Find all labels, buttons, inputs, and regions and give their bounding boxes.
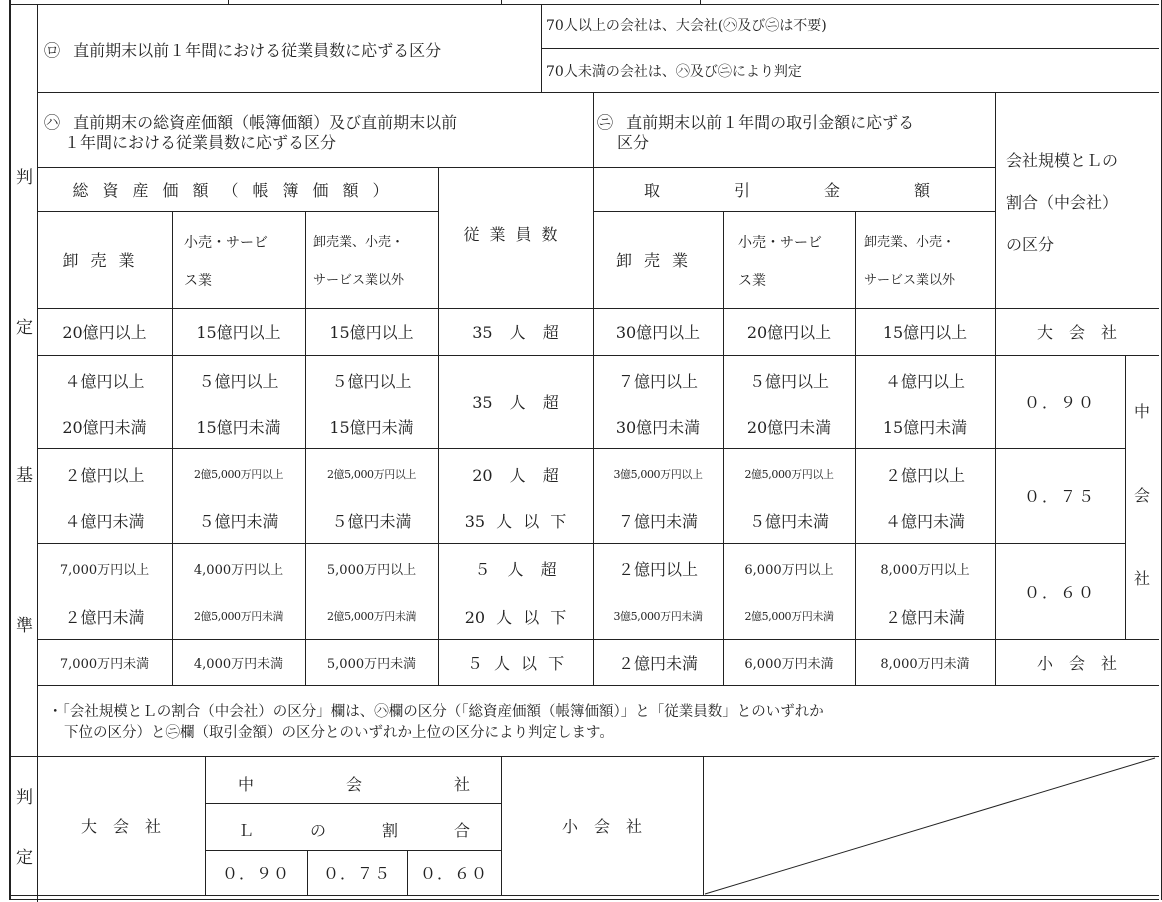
row3-tx-other-a: ２億円以上: [884, 465, 965, 485]
section-ha-title-2: １年間における従業員数に応ずる区分: [64, 133, 337, 152]
top-rule: [9, 4, 1159, 5]
section-ha-title-line1: 直前期末の総資産価額（帳簿価額）及び直前期末以前: [73, 113, 458, 132]
rule-under-70: 70人未満の会社は、㋩及び㋥により判定: [546, 64, 802, 80]
col-other-2: サービス業以外: [313, 273, 405, 288]
row3-tx-other-b: ４億円未満: [884, 511, 965, 531]
judge-large-company[interactable]: 大 会 社: [80, 817, 161, 836]
row4-tx-retail-a: 6,000万円以上: [744, 562, 834, 578]
rule: [541, 48, 1159, 49]
col-other-1: 卸売業、小売・: [313, 235, 405, 250]
rule: [37, 543, 1125, 544]
judge-mid-header-char: 社: [453, 775, 470, 794]
section-ro-mark: ㋺: [44, 41, 61, 60]
row3-tx-retail-b: ５億円未満: [748, 511, 829, 531]
ni-col-retail-1: 小売・サービ: [738, 235, 822, 251]
row4-tx-other-b: ２億円未満: [884, 607, 965, 627]
judge-l-ratio-char: の: [309, 821, 326, 840]
section-ro-title-text: 直前期末以前１年間における従業員数に応ずる区分: [73, 41, 442, 60]
row4-tx-retail-b: 2億5,000万円未満: [744, 610, 834, 623]
col-retail-1: 小売・サービ: [184, 235, 268, 251]
row5-tx-wholesale: ２億円未満: [617, 653, 698, 673]
row1-tx-wholesale: 30億円以上: [615, 323, 701, 342]
judge-l-ratio: [238, 818, 470, 841]
row4-assets-other-b: 2億5,000万円未満: [326, 610, 417, 623]
header-transaction: [593, 167, 1005, 211]
row4-assets-wholesale-b: ２億円未満: [64, 607, 145, 627]
row4-tx-other-a: 8,000万円以上: [880, 562, 970, 578]
row4-assets-wholesale-a: 7,000万円以上: [59, 562, 150, 578]
rule: [37, 92, 1159, 93]
ni-col-retail-2: ス業: [738, 273, 766, 289]
row3-employees-b: 35 人 以 下: [464, 511, 567, 531]
row3-tx-retail-a: 2億5,000万円以上: [744, 468, 834, 481]
section-ni-title-line1: 直前期末以前１年間の取引金額に応ずる: [626, 113, 915, 132]
judge-l-ratio-char: Ｌ: [238, 821, 255, 840]
row1-employees: 35 人 超: [472, 323, 559, 342]
row5-assets-other: 5,000万円未満: [326, 656, 417, 672]
row2-tx-wholesale-a: ７億円以上: [617, 371, 698, 391]
section-ni-mark: ㋥: [597, 113, 614, 132]
row2-assets-other-a: ５億円以上: [331, 371, 412, 391]
judge-l-ratio-char: 合: [453, 821, 470, 840]
row1-class: 大 会 社: [1036, 323, 1117, 342]
row3-assets-wholesale-a: ２億円以上: [64, 465, 145, 485]
row3-class: ０．７５: [1023, 487, 1096, 506]
diagonal-slash: [703, 756, 1159, 896]
top-tick: [700, 0, 701, 5]
row5-employees: ５ 人 以 下: [466, 653, 565, 673]
row5-class: 小 会 社: [1036, 653, 1117, 673]
header-transaction-text: 取引金額: [644, 180, 1005, 200]
row2-tx-other-a: ４億円以上: [884, 371, 965, 391]
row1-assets-other: 15億円以上: [329, 323, 414, 342]
row2-assets-retail-a: ５億円以上: [198, 371, 279, 391]
row2-assets-wholesale-b: 20億円未満: [62, 417, 147, 437]
side-label: 準: [16, 616, 33, 636]
side-label: 基: [16, 466, 33, 486]
section-ha-title-1: [44, 115, 457, 131]
row1-assets-wholesale: 20億円以上: [62, 323, 147, 342]
note-line-1: ・「会社規模とＬの割合（中会社）の区分」欄は、㋩欄の区分（「総資産価額（帳簿価額）」と「従業員数」とのいずれか: [48, 704, 824, 720]
header-employees-text: 従業員数: [463, 224, 568, 244]
row2-assets-wholesale-a: ４億円以上: [64, 371, 145, 391]
row2-tx-retail-a: ５億円以上: [748, 371, 829, 391]
rule: [37, 685, 1159, 686]
row2-assets-other-b: 15億円未満: [329, 417, 414, 437]
judge-mid-header: [238, 772, 470, 795]
rule-over-70: 70人以上の会社は、大会社(㋩及び㋥は不要): [546, 18, 827, 34]
row2-tx-other-b: 15億円未満: [882, 417, 968, 437]
row2-employees: 35 人 超: [472, 393, 559, 412]
row3-tx-wholesale-a: 3億5,000万円以上: [613, 468, 703, 481]
row4-tx-wholesale-b: 3億5,000万円未満: [613, 610, 703, 623]
note-line-2: 下位の区分）と㋥欄（取引金額）の区分とのいずれか上位の区分により判定します。: [64, 725, 614, 741]
mid-company-label: 中: [1134, 402, 1151, 421]
rule: [37, 448, 1125, 449]
row1-tx-other: 15億円以上: [882, 323, 968, 342]
judge-ratio-090[interactable]: ０．９０: [221, 864, 290, 883]
row4-class: ０．６０: [1023, 582, 1096, 602]
ni-col-other-1: 卸売業、小売・: [864, 235, 956, 250]
row2-tx-retail-b: 20億円未満: [746, 417, 832, 437]
row3-assets-wholesale-b: ４億円未満: [64, 511, 145, 531]
section-ni-title-1: [597, 115, 914, 131]
rule: [541, 4, 542, 93]
side-label: 判: [16, 168, 33, 188]
row3-assets-other-a: 2億5,000万円以上: [326, 468, 417, 481]
row2-assets-retail-b: 15億円未満: [196, 417, 281, 437]
ni-col-other-2: サービス業以外: [864, 273, 956, 288]
col-retail-2: ス業: [184, 273, 212, 289]
judge-ratio-060[interactable]: ０．６０: [419, 864, 488, 883]
header-total-assets-text: 総資産価額（帳簿価額）: [72, 180, 403, 200]
row2-tx-wholesale-b: 30億円未満: [615, 417, 701, 437]
row2-class: ０．９０: [1023, 393, 1096, 412]
row5-assets-wholesale: 7,000万円未満: [59, 656, 150, 672]
row3-tx-wholesale-b: ７億円未満: [617, 511, 698, 531]
section-ni-title-2: 区分: [617, 133, 650, 152]
row5-tx-retail: 6,000万円未満: [744, 656, 834, 672]
row3-assets-retail-a: 2億5,000万円以上: [193, 468, 284, 481]
class-title-3: の区分: [1006, 235, 1055, 254]
row4-employees-b: 20 人 以 下: [464, 607, 567, 627]
mid-company-label: 社: [1134, 569, 1151, 588]
row1-assets-retail: 15億円以上: [196, 323, 281, 342]
rule: [205, 803, 501, 804]
header-employees: [438, 211, 593, 255]
top-tick: [501, 0, 502, 5]
row3-employees-a: 20 人 超: [472, 465, 559, 485]
judge-small-company[interactable]: 小 会 社: [561, 817, 642, 836]
section-ro-title: [44, 43, 441, 59]
ni-col-wholesale: [593, 211, 723, 308]
side-label: 定: [16, 318, 33, 338]
section-ha-mark: ㋩: [44, 113, 61, 132]
judge-mid-header-char: 会: [345, 775, 362, 794]
rule: [1125, 355, 1126, 639]
rule: [37, 355, 1159, 356]
row3-assets-other-b: ５億円未満: [331, 511, 412, 531]
row3-assets-retail-b: ５億円未満: [198, 511, 279, 531]
row5-assets-retail: 4,000万円未満: [193, 656, 284, 672]
row4-tx-wholesale-a: ２億円以上: [617, 559, 698, 579]
judge-mid-header-char: 中: [238, 775, 255, 794]
row4-employees-a: ５ 人 超: [474, 559, 557, 579]
ni-col-wholesale-text: 卸売業: [615, 251, 700, 270]
row4-assets-retail-b: 2億5,000万円未満: [193, 610, 284, 623]
judge-ratio-075[interactable]: ０．７５: [322, 864, 391, 883]
col-wholesale-text: 卸売業: [62, 251, 147, 270]
rule: [9, 899, 1159, 900]
row5-tx-other: 8,000万円未満: [880, 656, 970, 672]
header-total-assets: [37, 167, 438, 211]
row1-tx-retail: 20億円以上: [746, 323, 832, 342]
mid-company-label: 会: [1134, 486, 1151, 505]
row4-assets-retail-a: 4,000万円以上: [193, 562, 284, 578]
class-title-2: 割合（中会社）: [1006, 193, 1119, 212]
class-title-1: 会社規模とＬの: [1006, 151, 1119, 170]
judge-l-ratio-char: 割: [381, 821, 398, 840]
row4-assets-other-a: 5,000万円以上: [326, 562, 417, 578]
side-label: 定: [16, 848, 33, 868]
side-label: 判: [16, 788, 33, 808]
top-tick: [228, 0, 229, 5]
col-wholesale: [37, 211, 172, 308]
